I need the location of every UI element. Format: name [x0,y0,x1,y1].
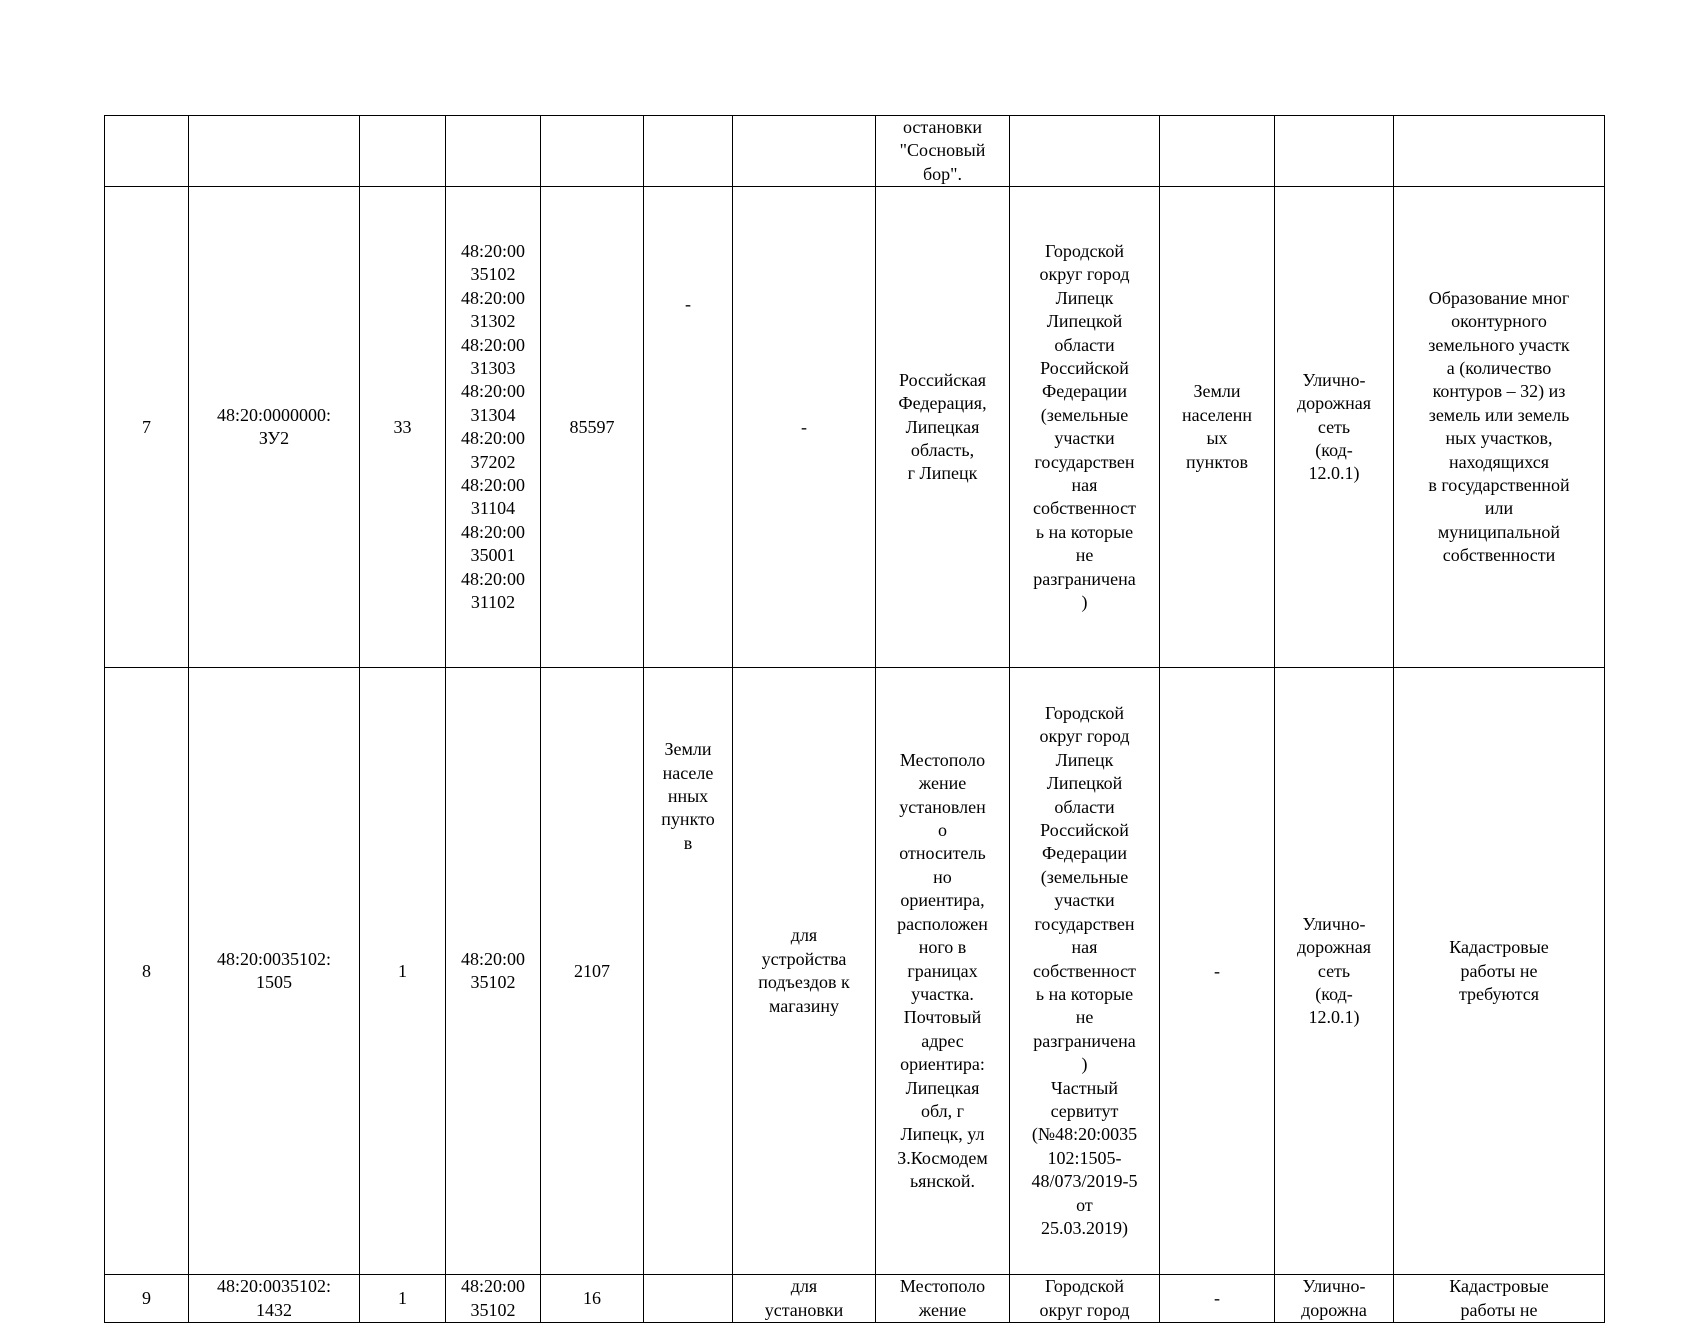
table-row [105,668,1605,1275]
cell-location: Местополо жение установлен о относитель но ориентира, расположен ного в границах участка. Почтовый адрес ориентира: Липецкая обл, г Липецк, ул З.Космодем ьянской. [876,668,1010,1275]
cell-contours: 1 [360,1275,446,1323]
cell-quarters: 48:20:00 35102 [446,668,541,1275]
cell-area: 16 [541,1275,644,1323]
table-row-continued [105,116,1605,187]
cell-method: Кадастровые работы не требуются [1394,668,1605,1275]
cell-num [105,116,189,187]
cell-category [644,1275,733,1323]
cell-use: - [733,187,876,668]
cell-method: Образование мног оконтурного земельного участк а (количество контуров – 32) из земель или земель ных участков, находящихся в государственной или муниципальной собственности [1394,187,1605,668]
cell-new-use: Улично- дорожная сеть (код- 12.0.1) [1275,187,1394,668]
cell-quarters: 48:20:00 35102 48:20:00 31302 48:20:00 31303 48:20:00 31304 48:20:00 37202 48:20:00 31104 48:20:00 35001 48:20:00 31102 [446,187,541,668]
cell-quarters: 48:20:00 35102 [446,1275,541,1323]
cell-new-category: - [1160,668,1275,1275]
cell-cadastral [189,116,360,187]
cell-num: 9 [105,1275,189,1323]
cell-cadastral: 48:20:0000000: ЗУ2 [189,187,360,668]
cell-category: - [644,187,733,668]
cell-use [733,116,876,187]
cell-location: Российская Федерация, Липецкая область, г Липецк [876,187,1010,668]
cell-area: 85597 [541,187,644,668]
cell-owner [1010,116,1160,187]
cell-category [644,116,733,187]
table-row [105,187,1605,668]
cell-new-use: Улично- дорожна [1275,1275,1394,1323]
cell-category: Земли населе нных пункто в [644,668,733,1275]
cell-area [541,116,644,187]
cell-contours: 33 [360,187,446,668]
cell-new-category [1160,116,1275,187]
cell-location: остановки "Сосновый бор". [876,116,1010,187]
cell-new-category: Земли населенн ых пунктов [1160,187,1275,668]
cell-new-use: Улично- дорожная сеть (код- 12.0.1) [1275,668,1394,1275]
cell-new-use [1275,116,1394,187]
cell-use: для устройства подъездов к магазину [733,668,876,1275]
cell-use: для установки [733,1275,876,1323]
cell-method [1394,116,1605,187]
table-row [105,1275,1605,1323]
cell-quarters [446,116,541,187]
cell-contours: 1 [360,668,446,1275]
cell-num: 8 [105,668,189,1275]
cell-owner: Городской округ город Липецк Липецкой области Российской Федерации (земельные участки государствен ная собственност ь на которые не разграничена ) [1010,187,1160,668]
cell-method: Кадастровые работы не [1394,1275,1605,1323]
cell-num: 7 [105,187,189,668]
cell-new-category: - [1160,1275,1275,1323]
cell-area: 2107 [541,668,644,1275]
cell-location: Местополо жение [876,1275,1010,1323]
cell-cadastral: 48:20:0035102: 1432 [189,1275,360,1323]
cell-owner: Городской округ город [1010,1275,1160,1323]
cell-owner: Городской округ город Липецк Липецкой области Российской Федерации (земельные участки государствен ная собственност ь на которые не разграничена ) Частный сервитут (№48:20:0035 102:1505- 48/073/2019-5 от 25.03.2019) [1010,668,1160,1275]
land-plots-table [104,115,1605,1323]
cell-cadastral: 48:20:0035102: 1505 [189,668,360,1275]
cell-contours [360,116,446,187]
